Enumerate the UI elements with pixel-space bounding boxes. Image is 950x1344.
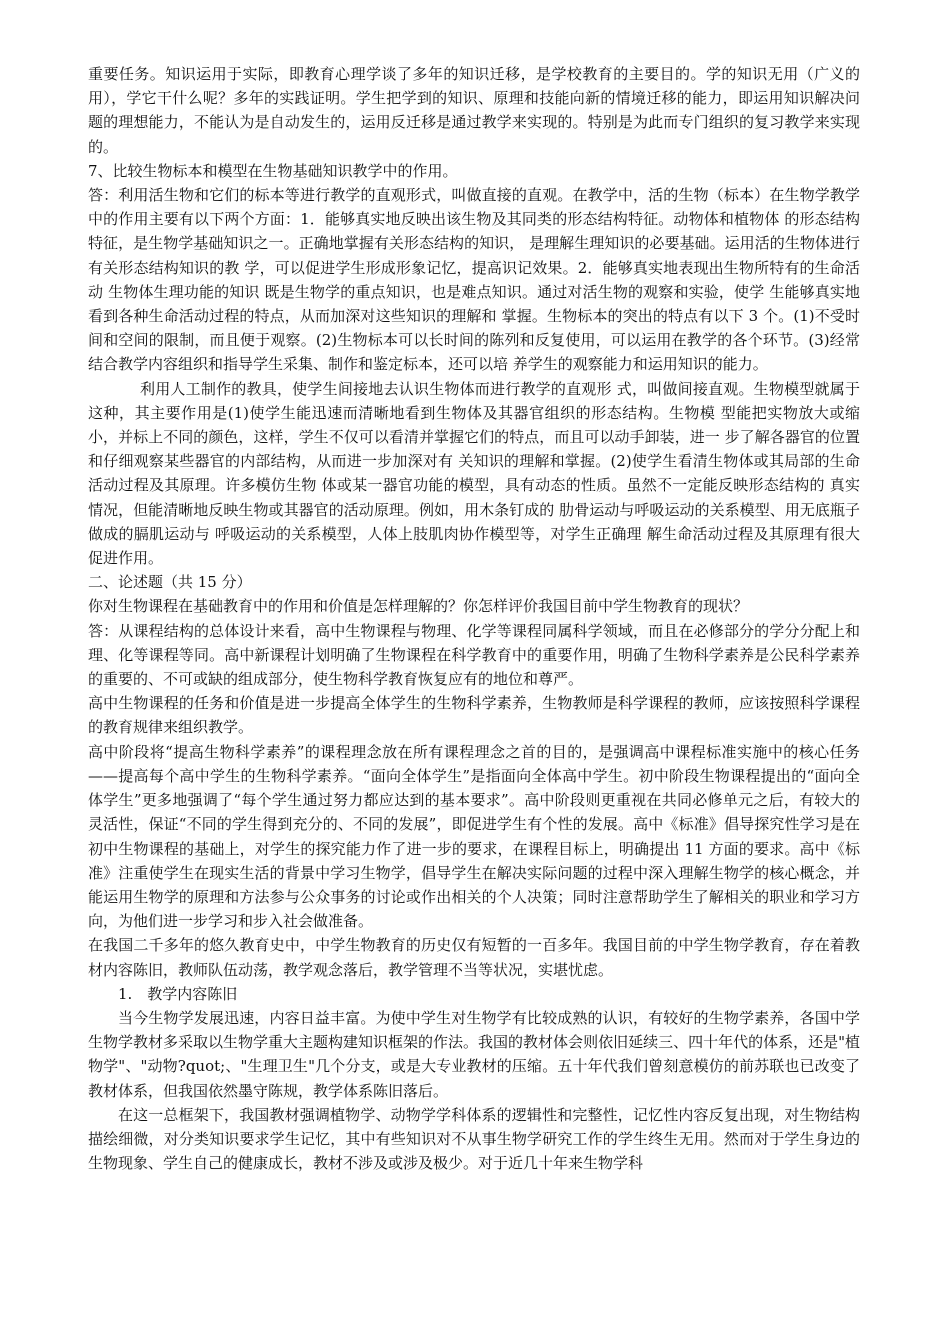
essay-question: 你对生物课程在基础教育中的作用和价值是怎样理解的？你怎样评价我国目前中学生物教育的现状？ [88, 597, 749, 616]
essay-answer-literacy: 高中阶段将“提高生物科学素养”的课程理念放在所有课程理念之首的目的，是强调高中课程标准实施中的核心任务——提高每个高中学生的生物科学素养。“面向全体学生”是指面向全体高中学生。初中阶段生物课程提出的“面向全体学生”更多地强调了“每个学生通过努力都应达到的基本要求”。高中阶段则更重视在共同必修单元之后，有较大的灵活性，保证“不同的学生得到充分的、不同的发展”，即促进学生有个性的发展。高中《标准》倡导探究性学习是在初中生物课程的基础上，对学生的探究能力作了进一步的要求，在课程目标上，明确提出 11 方面的要求。高中《标准》注重使学生在现实生活的背景中学习生物学，倡导学生在解决实际问题的过程中深入理解生物学的核心概念，并能运用生物学的原理和方法参与公众事务的讨论或作出相关的个人决策；同时注意帮助学生了解相关的职业和学习方向，为他们进一步学习和步入社会做准备。 [88, 742, 860, 931]
paragraph-framework: 在这一总框架下，我国教材强调植物学、动物学学科体系的逻辑性和完整性，记忆性内容反复出现，对生物结构描绘细微，对分类知识要求学生记忆，其中有些知识对不从事生物学研究工作的学生终生无用。然而对于学生身边的生物现象、学生自己的健康成长，教材不涉及或涉及极少。对于近几十年来生物学科 [88, 1105, 860, 1173]
essay-answer-task-value: 高中生物课程的任务和价值是进一步提高全体学生的生物科学素养，生物教师是科学课程的教师，应该按照科学课程的教育规律来组织教学。 [88, 694, 860, 737]
list-heading-outdated-content: 1. 教学内容陈旧 [118, 984, 238, 1003]
paragraph-transfer-continuation: 重要任务。知识运用于实际，即教育心理学谈了多年的知识迁移，是学校教育的主要目的。学的知识无用（广义的用），学它干什么呢？多年的实践证明。学生把学到的知识、原理和技能向新的情境迁移的能力，即运用知识解决问题的理想能力，不能认为是自动发生的，运用反迁移是通过教学来实现的。特别是为此而专门组织的复习教学来实现的。 [88, 65, 860, 156]
paragraph-outdated-system: 当今生物学发展迅速，内容日益丰富。为使中学生对生物学有比较成熟的认识，有较好的生物学素养，各国中学生物学教材多采取以生物学重大主题构建知识框架的作法。我国的教材体会则依旧延续三、四十年代的体系，还是"植物学"、"动物?quot;、"生理卫生"几个分支，或是大专业教材的压缩。五十年代我们曾刻意模仿的前苏联也已改变了教材体系，但我国依然墨守陈规，教学体系陈旧落后。 [88, 1008, 860, 1100]
document-page [88, 62, 860, 1175]
essay-answer-structure: 答：从课程结构的总体设计来看，高中生物课程与物理、化学等课程同属科学领域，而且在必修部分的学分分配上和理、化等课程等同。高中新课程计划明确了生物课程在科学教育中的重要作用，明确了生物科学素养是公民科学素养的重要的、不可或缺的组成部分，使生物科学教育恢复应有的地位和尊严。 [88, 621, 860, 689]
essay-answer-history: 在我国二千多年的悠久教育史中，中学生物教育的历史仅有短暂的一百多年。我国目前的中学生物学教育，存在着教材内容陈旧，教师队伍动荡，教学观念落后，教学管理不当等状况，实堪忧虑。 [88, 936, 860, 979]
section-essay-heading: 二、论述题（共 15 分） [88, 573, 252, 592]
question-7-heading: 7、比较生物标本和模型在生物基础知识教学中的作用。 [88, 161, 458, 180]
answer-7-models: 利用人工制作的教具，使学生间接地去认识生物体而进行教学的直观形 式，叫做间接直观。生物模型就属于这种，其主要作用是(1)使学生能迅速而清晰地看到生物体及其器官组织的形态结构。生物模 型能把实物放大或缩小，并标上不同的颜色，这样，学生不仅可以看清并掌握它们的特点，而且可以动手卸装，进一 步了解各器官的位置和仔细观察某些器官的内部结构，从而进一步加深对有 关知识的理解和掌握。(2)使学生看清生物体或其局部的生命活动过程及其原理。许多模仿生物 体或某一器官功能的模型，具有动态的性质。虽然不一定能反映形态结构的 真实情况，但能清晰地反映生物或其器官的活动原理。例如，用木条钉成的 肋骨运动与呼吸运动的关系模型、用无底瓶子做成的膈肌运动与 呼吸运动的关系模型，人体上肢肌肉协作模型等，对学生正确理 解生命活动过程及其原理有很大促进作用。 [88, 379, 860, 568]
answer-7-specimens: 答：利用活生物和它们的标本等进行教学的直观形式，叫做直接的直观。在教学中，活的生物（标本）在生物学教学中的作用主要有以下两个方面：1．能够真实地反映出该生物及其同类的形态结构特征。动物体和植物体 的形态结构特征，是生物学基础知识之一。正确地掌握有关形态结构的知识， 是理解生理知识的必要基础。运用活的生物体进行有关形态结构知识的教 学，可以促进学生形成形象记忆，提高识记效果。2．能够真实地表现出生物所特有的生命活动 生物体生理功能的知识 既是生物学的重点知识，也是难点知识。通过对活生物的观察和实验，使学 生能够真实地看到各种生命活动过程的特点，从而加深对这些知识的理解和 掌握。生物标本的突出的特点有以下 3 个。(1)不受时间和空间的限制，而且便于观察。(2)生物标本可以长时间的陈列和反复使用，可以运用在教学的各个环节。(3)经常结合教学内容组织和指导学生采集、制作和鉴定标本，还可以培 养学生的观察能力和运用知识的能力。 [88, 186, 860, 374]
